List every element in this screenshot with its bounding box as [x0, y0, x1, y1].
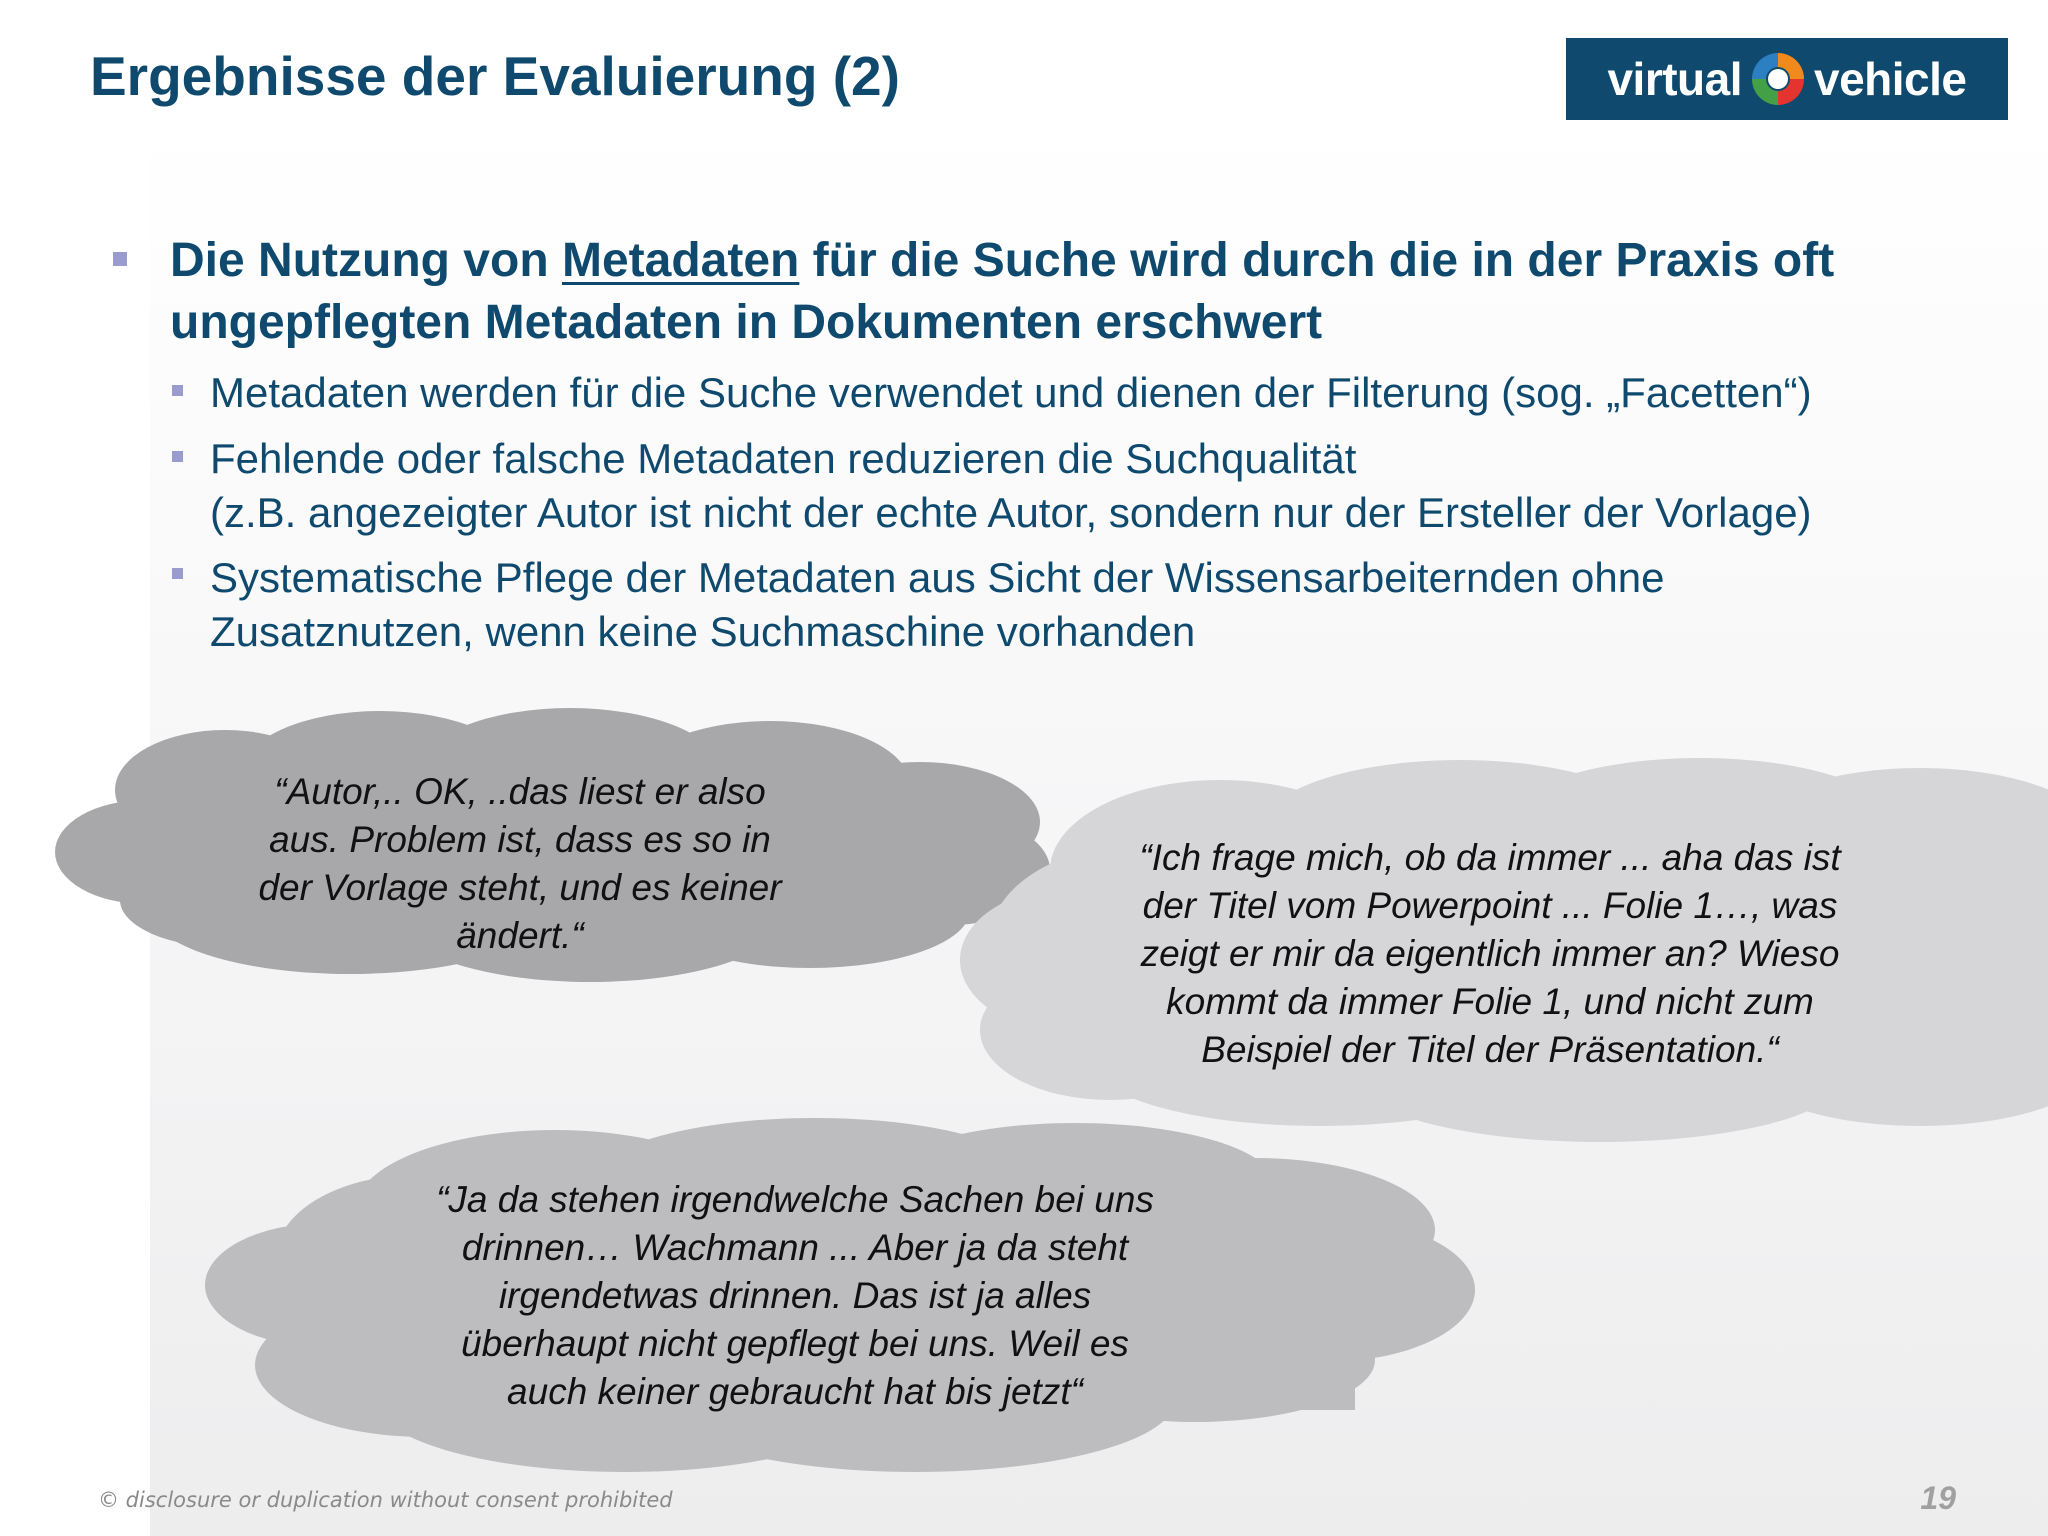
slide-title: Ergebnisse der Evaluierung (2) [90, 45, 900, 107]
quote-line: “Ja da stehen irgendwelche Sachen bei uns [436, 1179, 1154, 1220]
page-number: 19 [1920, 1480, 1956, 1516]
sub-point-maintenance-line1: Systematische Pflege der Metadaten aus Sicht der Wissensarbeiternden ohne [210, 554, 1665, 601]
sub-point-maintenance-line2: Zusatznutzen, wenn keine Suchmaschine vorhanden [210, 608, 1196, 655]
logo-ring-icon [1748, 49, 1808, 109]
sub-point-search-quality-example: (z.B. angezeigter Autor ist nicht der echte Autor, sondern nur der Ersteller der Vorlage) [210, 489, 1812, 536]
quote-line: überhaupt nicht gepflegt bei uns. Weil es [461, 1323, 1129, 1364]
copyright-footer: © disclosure or duplication without consent prohibited [98, 1488, 673, 1512]
quote-line: ändert.“ [456, 915, 584, 956]
quote-line: kommt da immer Folie 1, und nicht zum [1166, 981, 1814, 1022]
quote-text [395, 1176, 1195, 1416]
quote-text [1130, 834, 1850, 1074]
main-point-keyword: Metadaten [561, 234, 800, 287]
sub-bullet-marker [172, 568, 183, 579]
sub-point-search-quality: Fehlende oder falsche Metadaten reduzieren die Suchqualität [210, 435, 1357, 482]
main-point [170, 230, 1990, 354]
sub-bullet-marker [172, 451, 183, 462]
sub-bullet-marker [172, 385, 183, 396]
quote-line: der Vorlage steht, und es keiner [258, 867, 782, 908]
quote-cloud-maintenance [195, 1110, 1495, 1480]
quote-line: drinnen… Wachmann ... Aber ja da steht [461, 1227, 1129, 1268]
main-point-suffix: für die Suche wird durch die in der Praxis oft ungepflegten Metadaten in Dokumenten erschwert [170, 234, 1835, 349]
bullet-marker [113, 252, 127, 266]
quote-line: Beispiel der Titel der Präsentation.“ [1201, 1029, 1779, 1070]
quote-cloud-author [50, 710, 1060, 1000]
logo-word-right: vehicle [1814, 53, 1967, 105]
main-point-prefix: Die Nutzung von [170, 234, 562, 287]
quote-text [200, 768, 840, 960]
quote-line: “Ich frage mich, ob da immer ... aha das ist [1139, 837, 1841, 878]
virtual-vehicle-logo [1566, 38, 2008, 120]
quote-line: zeigt er mir da eigentlich immer an? Wieso [1140, 933, 1840, 974]
quote-line: irgendetwas drinnen. Das ist ja alles [498, 1275, 1092, 1316]
quote-line: der Titel vom Powerpoint ... Folie 1…, was [1142, 885, 1838, 926]
sub-point-facets: Metadaten werden für die Suche verwendet und dienen der Filterung (sog. „Facetten“) [210, 369, 1812, 416]
quote-cloud-powerpoint [940, 760, 2048, 1130]
quote-line: “Autor,.. OK, ..das liest er also [274, 771, 766, 812]
quote-line: aus. Problem ist, dass es so in [269, 819, 771, 860]
quote-line: auch keiner gebraucht hat bis jetzt“ [507, 1371, 1083, 1412]
logo-word-left: virtual [1607, 53, 1743, 105]
